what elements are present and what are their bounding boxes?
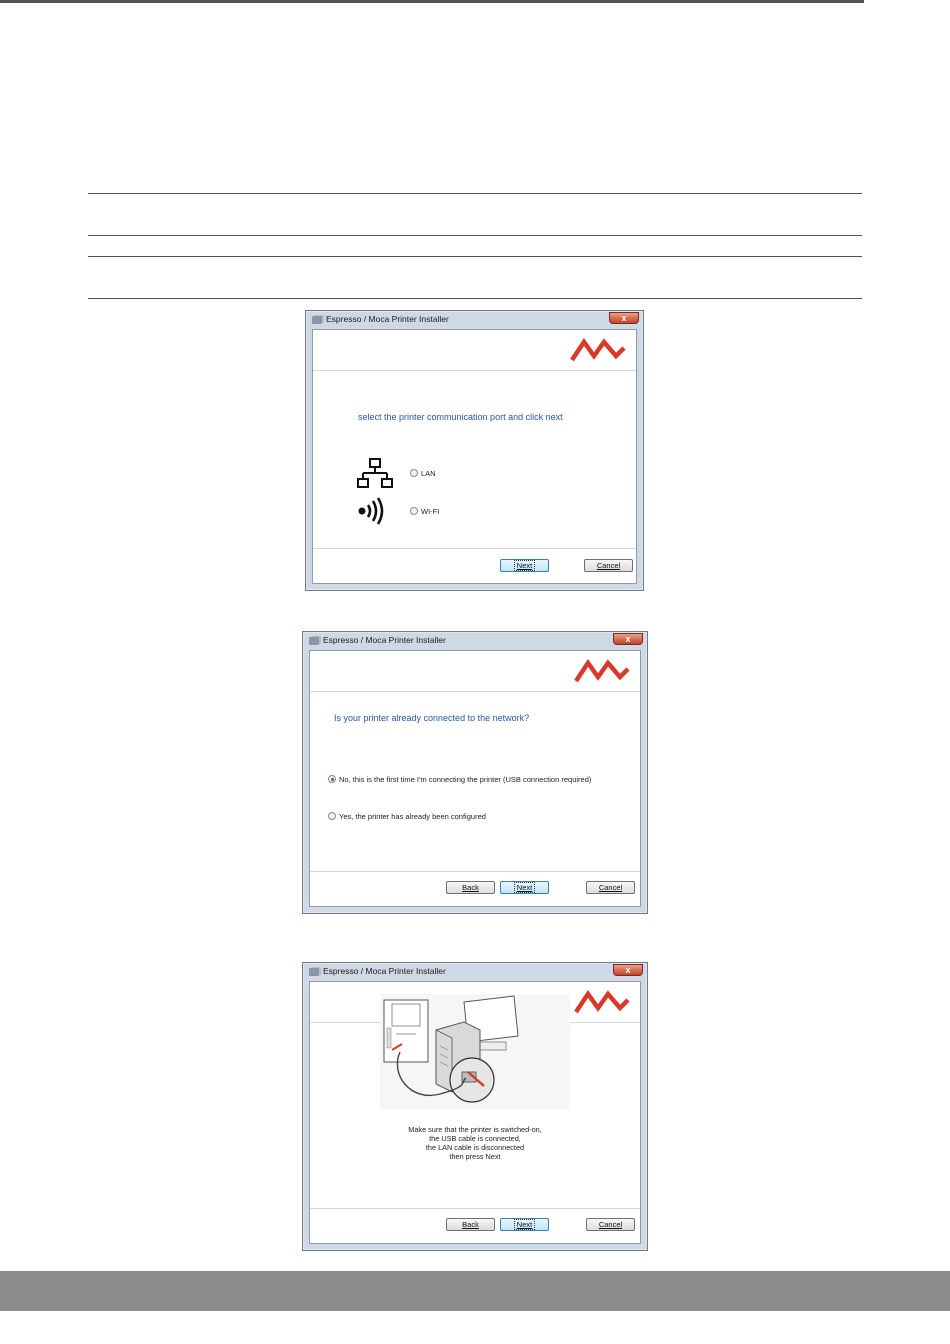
cancel-button[interactable]: Cancel xyxy=(586,881,635,894)
app-icon xyxy=(309,637,319,645)
message-line: then press Next xyxy=(449,1152,501,1161)
titlebar xyxy=(303,963,647,981)
label-already-configured[interactable]: Yes, the printer has already been configured xyxy=(339,812,486,821)
cancel-button[interactable]: Cancel xyxy=(586,1218,635,1231)
titlebar xyxy=(303,632,647,650)
button-area xyxy=(310,871,640,906)
app-icon xyxy=(309,968,319,976)
window-title: Espresso / Moca Printer Installer xyxy=(323,966,446,976)
next-button[interactable]: Next xyxy=(500,559,549,572)
button-area xyxy=(313,548,636,583)
page-heading: select the printer communication port and click next xyxy=(358,412,563,422)
table-rule-1 xyxy=(88,193,862,194)
window-client xyxy=(312,329,637,584)
next-button[interactable]: Next xyxy=(500,1218,549,1231)
instruction-message xyxy=(310,1125,640,1161)
app-icon xyxy=(312,316,322,324)
button-area xyxy=(310,1208,640,1243)
close-button[interactable]: x xyxy=(609,312,639,324)
installer-window-usb-setup xyxy=(302,962,648,1251)
label-lan[interactable]: LAN xyxy=(421,469,436,478)
back-button[interactable]: Back xyxy=(446,1218,495,1231)
window-title: Espresso / Moca Printer Installer xyxy=(323,635,446,645)
installer-window-port-select xyxy=(305,310,644,591)
brand-logo-icon xyxy=(574,657,630,683)
radio-wifi[interactable] xyxy=(410,507,418,515)
radio-first-time[interactable] xyxy=(328,775,336,783)
message-line: Make sure that the printer is switched-on, xyxy=(408,1125,542,1134)
label-first-time[interactable]: No, this is the first time I'm connecting the printer (USB connection required) xyxy=(339,775,592,784)
lan-network-icon xyxy=(357,458,393,490)
table-rule-3 xyxy=(88,256,862,257)
top-rule xyxy=(0,0,864,3)
header-area xyxy=(310,651,640,692)
back-button[interactable]: Back xyxy=(446,881,495,894)
page-footer-bar xyxy=(0,1271,950,1311)
titlebar xyxy=(306,311,643,329)
table-rule-4 xyxy=(88,298,862,299)
printer-connection-illustration xyxy=(380,994,570,1110)
brand-logo-icon xyxy=(570,336,626,362)
close-button[interactable]: x xyxy=(613,633,643,645)
cancel-button[interactable]: Cancel xyxy=(584,559,633,572)
close-button[interactable]: x xyxy=(613,964,643,976)
message-line: the LAN cable is disconnected xyxy=(425,1143,525,1152)
next-button[interactable]: Next xyxy=(500,881,549,894)
label-wifi[interactable]: WI-FI xyxy=(421,507,440,516)
page-heading: Is your printer already connected to the network? xyxy=(334,713,530,723)
installer-window-network-check xyxy=(302,631,648,914)
header-area xyxy=(313,330,636,371)
window-client xyxy=(309,981,641,1244)
radio-already-configured[interactable] xyxy=(328,812,336,820)
radio-lan[interactable] xyxy=(410,469,418,477)
message-line: the USB cable is connected, xyxy=(429,1134,521,1143)
brand-logo-icon xyxy=(574,988,630,1014)
window-client xyxy=(309,650,641,907)
table-rule-2 xyxy=(88,235,862,236)
wifi-signal-icon xyxy=(357,497,387,525)
window-title: Espresso / Moca Printer Installer xyxy=(326,314,449,324)
